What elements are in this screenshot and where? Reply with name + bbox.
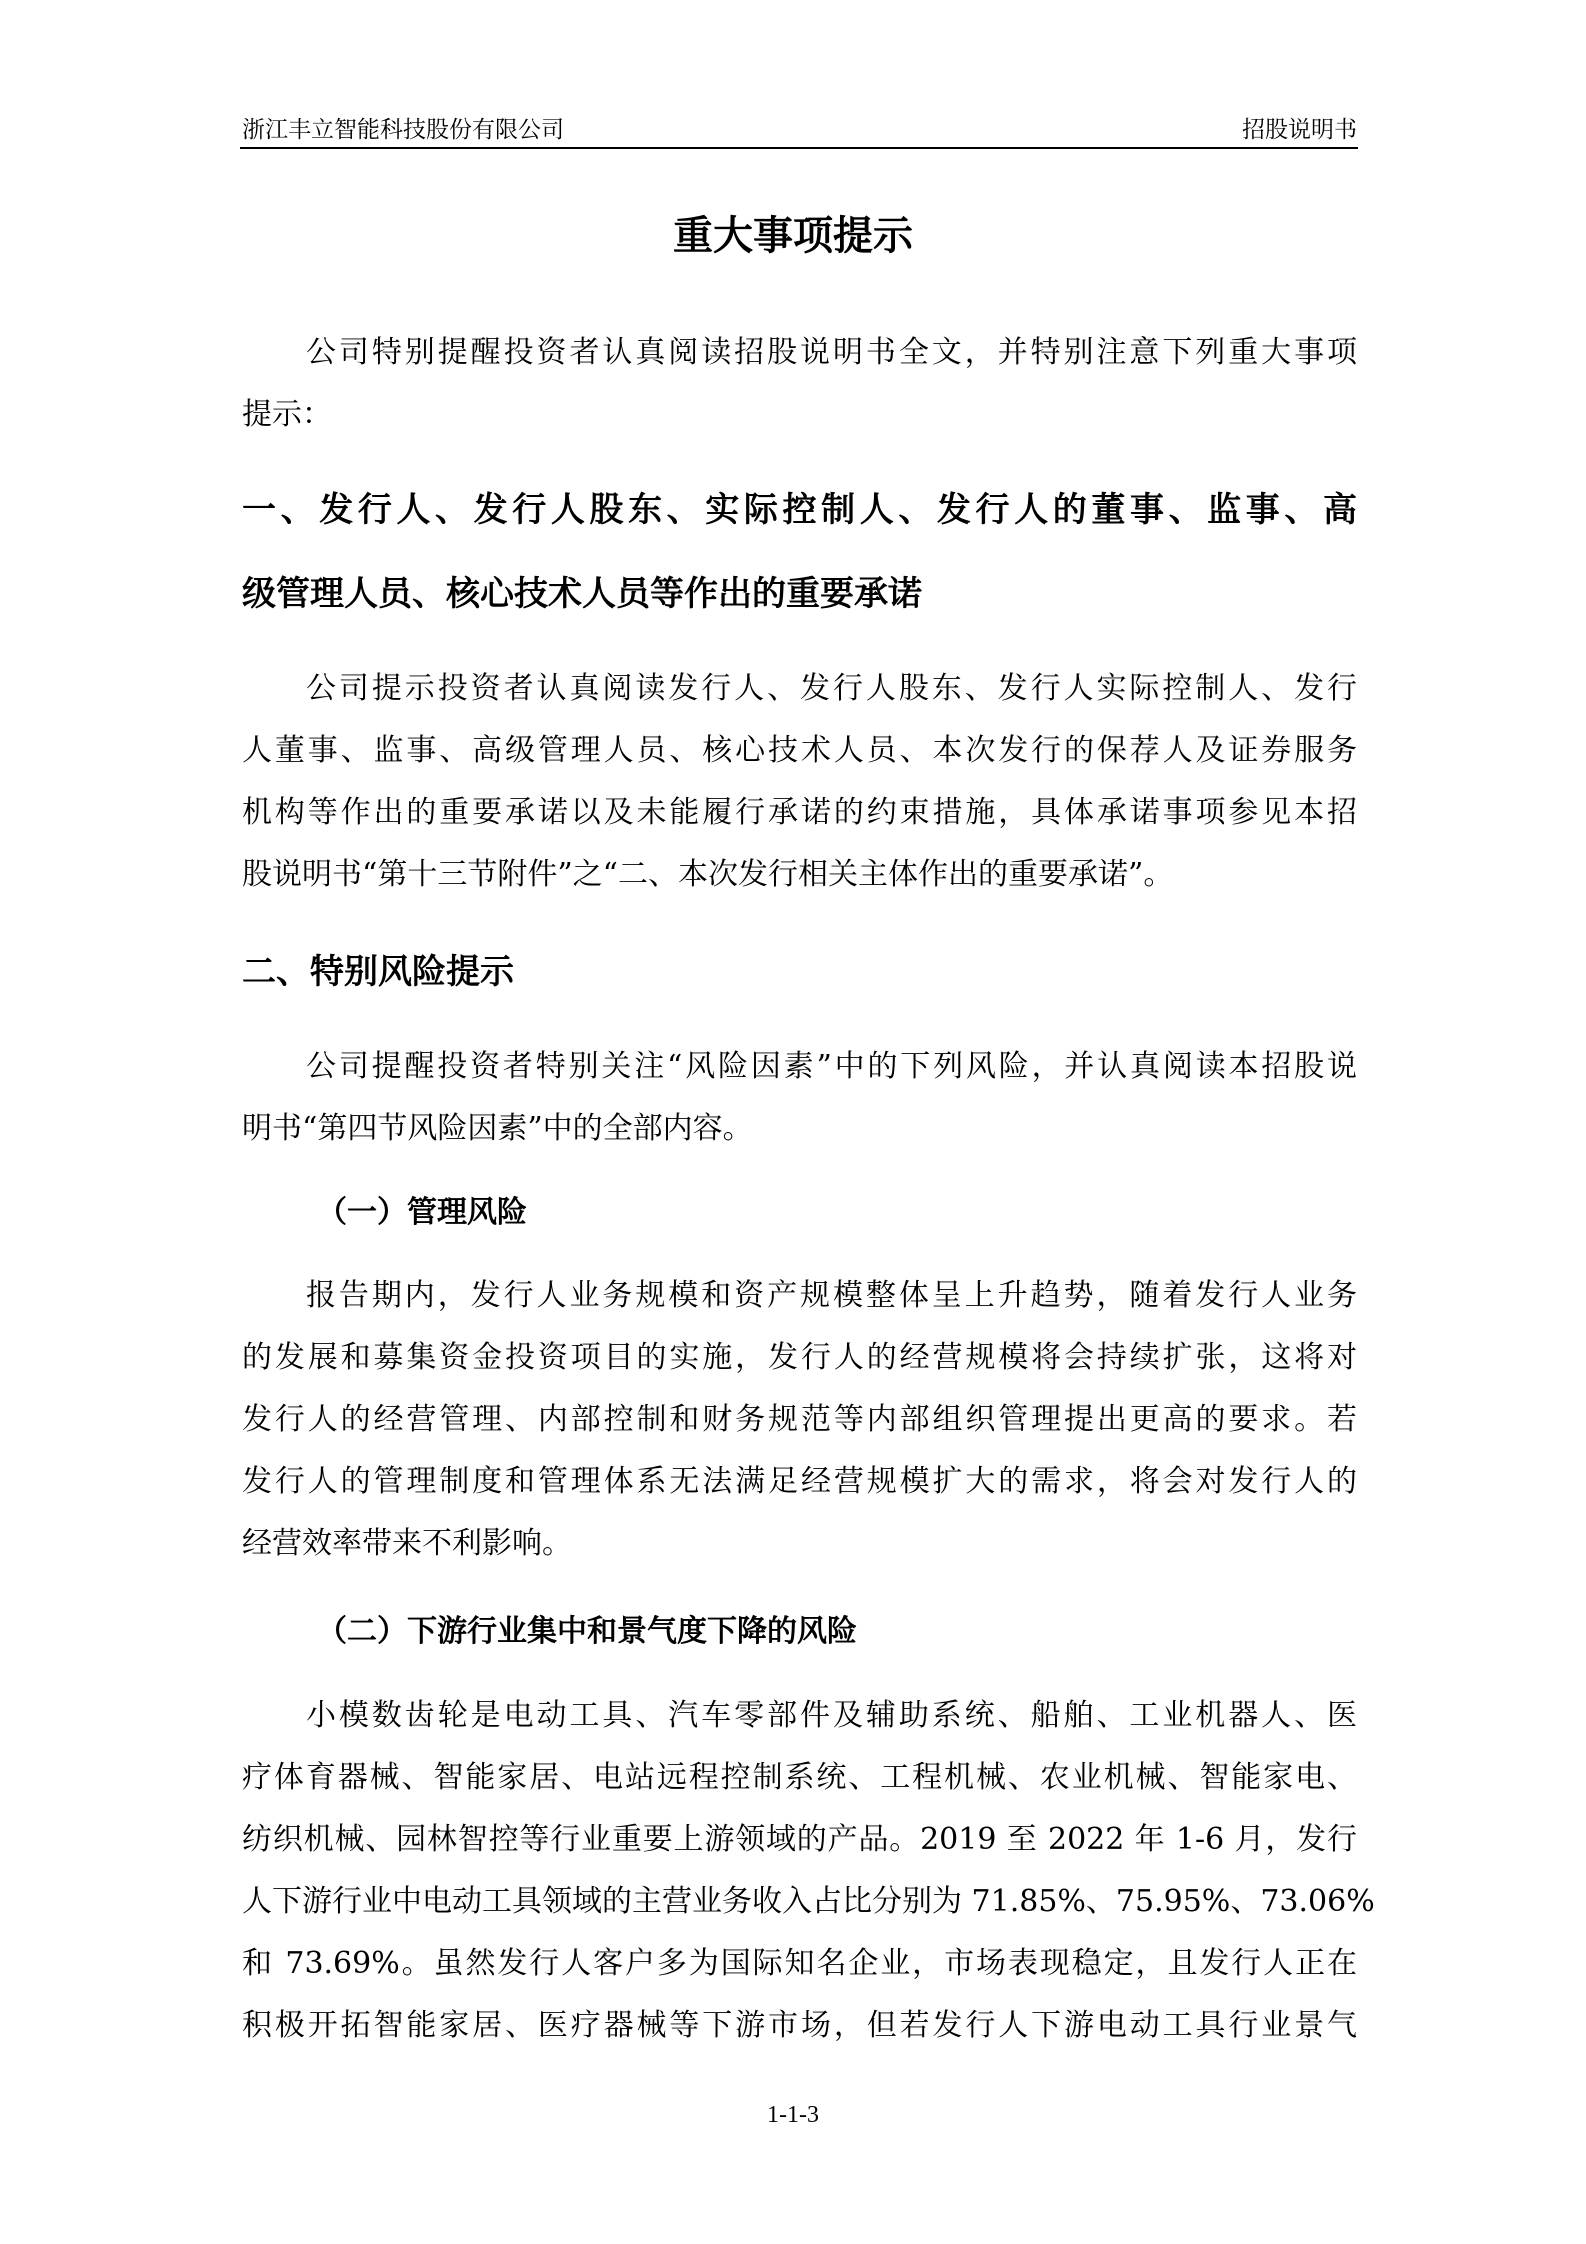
line: 发行人的经营管理、内部控制和财务规范等内部组织管理提出更高的要求。若 (242, 1402, 1357, 1437)
subsection1-paragraph (242, 1265, 1357, 1575)
header-doc-type: 招股说明书 (1242, 117, 1357, 143)
line: 公司特别提醒投资者认真阅读招股说明书全文，并特别注意下列重大事项 (306, 335, 1357, 370)
page-title: 重大事项提示 (673, 212, 913, 259)
header-rule (240, 147, 1358, 149)
line: 疗体育器械、智能家居、电站远程控制系统、工程机械、农业机械、智能家电、 (242, 1760, 1357, 1795)
line: 经营效率带来不利影响。 (242, 1526, 572, 1561)
line: 公司提示投资者认真阅读发行人、发行人股东、发行人实际控制人、发行 (306, 671, 1357, 706)
line: 发行人的管理制度和管理体系无法满足经营规模扩大的需求，将会对发行人的 (242, 1464, 1357, 1499)
line: 机构等作出的重要承诺以及未能履行承诺的约束措施，具体承诺事项参见本招 (242, 795, 1357, 830)
intro-paragraph (242, 322, 1357, 446)
line: 的发展和募集资金投资项目的实施，发行人的经营规模将会持续扩张，这将对 (242, 1340, 1357, 1375)
line: 股说明书“第十三节附件”之“二、本次发行相关主体作出的重要承诺”。 (242, 857, 1174, 892)
line: 二、特别风险提示 (242, 952, 514, 992)
line: 报告期内，发行人业务规模和资产规模整体呈上升趋势，随着发行人业务 (306, 1278, 1357, 1313)
line: （二）下游行业集中和景气度下降的风险 (317, 1614, 857, 1649)
subsection1-heading (242, 1182, 1357, 1244)
line: 人董事、监事、高级管理人员、核心技术人员、本次发行的保荐人及证券服务 (242, 733, 1357, 768)
section1-paragraph (242, 658, 1357, 906)
line: 纺织机械、园林智控等行业重要上游领域的产品。2019 至 2022 年 1-6 月，发行 (242, 1822, 1357, 1857)
page-number: 1-1-3 (767, 2102, 819, 2128)
section1-heading (242, 468, 1357, 636)
section2-paragraph (242, 1036, 1357, 1160)
line: 一、发行人、发行人股东、实际控制人、发行人的董事、监事、高 (242, 490, 1357, 530)
line: 和 73.69%。虽然发行人客户多为国际知名企业，市场表现稳定，且发行人正在 (242, 1946, 1357, 1981)
subsection2-paragraph (242, 1685, 1375, 2057)
header-company: 浙江丰立智能科技股份有限公司 (242, 117, 564, 143)
line: 积极开拓智能家居、医疗器械等下游市场，但若发行人下游电动工具行业景气 (242, 2008, 1357, 2043)
line: 小模数齿轮是电动工具、汽车零部件及辅助系统、船舶、工业机器人、医 (306, 1698, 1357, 1733)
line: 人下游行业中电动工具领域的主营业务收入占比分别为 71.85%、75.95%、73.06% (242, 1884, 1375, 1919)
line: 级管理人员、核心技术人员等作出的重要承诺 (242, 574, 922, 614)
subsection2-heading (242, 1601, 1357, 1663)
section2-heading (242, 930, 1357, 1014)
line: 公司提醒投资者特别关注“风险因素”中的下列风险，并认真阅读本招股说 (306, 1049, 1357, 1084)
line: 明书“第四节风险因素”中的全部内容。 (242, 1111, 753, 1146)
line: （一）管理风险 (317, 1195, 527, 1230)
line: 提示： (242, 397, 332, 432)
